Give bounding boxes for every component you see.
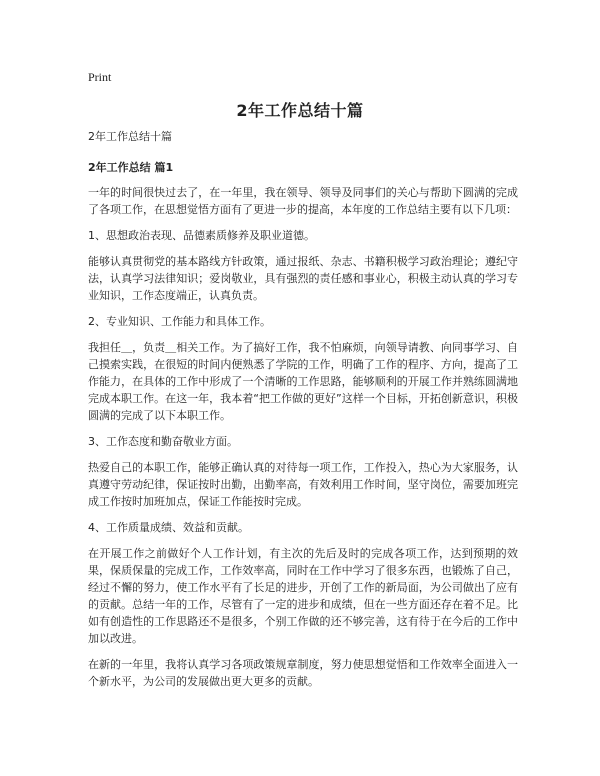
paragraph-body-1: 能够认真贯彻党的基本路线方针政策，通过报纸、杂志、书籍积极学习政治理论；遵纪守法，认真学习法律知识；爱岗敬业，具有强烈的责任感和事业心，积极主动认真的学习专业知识，工作态度端正，认真负责。 [88,255,518,302]
paragraph-heading-4: 4、工作质量成绩、效益和贡献。 [88,521,249,534]
paragraph-intro: 一年的时间很快过去了，在一年里，我在领导、领导及同事们的关心与帮助下圆满的完成了各项工作，在思想觉悟方面有了更进一步的提高，本年度的工作总结主要有以下几项： [88,186,518,216]
paragraph-heading-3: 3、工作态度和勤奋敬业方面。 [88,435,238,448]
print-link[interactable]: Print [88,70,112,84]
paragraph-body-3: 热爱自己的本职工作，能够正确认真的对待每一项工作，工作投入，热心为大家服务，认真遵守劳动纪律，保证按时出勤，出勤率高，有效利用工作时间，坚守岗位，需要加班完成工作按时加班加点，保证工作能按时完成。 [88,461,518,508]
paragraph-closing: 在新的一年里，我将认真学习各项政策规章制度，努力使思想觉悟和工作效率全面进入一个新水平，为公司的发展做出更大更多的贡献。 [88,658,518,688]
page-title: 2年工作总结十篇 [236,101,364,120]
paragraph-body-2: 我担任＿，负责＿相关工作。为了搞好工作，我不怕麻烦，向领导请教、向同事学习、自己摸索实践，在很短的时间内便熟悉了学院的工作，明确了工作的程序、方向，提高了工作能力，在具体的工作中形成了一个清晰的工作思路，能够顺利的开展工作并熟练圆满地完成本职工作。在这一年，我本着“把工作做的更好”这样一个目标，开拓创新意识，积极圆满的完成了以下本职工作。 [88,341,518,422]
paragraph-body-4: 在开展工作之前做好个人工作计划，有主次的先后及时的完成各项工作，达到预期的效果，保质保量的完成工作，工作效率高，同时在工作中学习了很多东西，也锻炼了自己，经过不懈的努力，使工作水平有了长足的进步，开创了工作的新局面，为公司做出了应有的贡献。总结一年的工作，尽管有了一定的进步和成绩，但在一些方面还存在着不足。比如有创造性的工作思路还不是很多，个别工作做的还不够完善，这有待于在今后的工作中加以改进。 [88,547,518,645]
document-body [88,128,518,699]
paragraph-heading-2: 2、专业知识、工作能力和具体工作。 [88,315,271,328]
document-subtitle: 2年工作总结十篇 [88,130,172,143]
paragraph-heading-1: 1、思想政治表现、品德素质修养及职业道德。 [88,229,315,242]
section-heading: 2年工作总结 篇1 [88,161,174,174]
